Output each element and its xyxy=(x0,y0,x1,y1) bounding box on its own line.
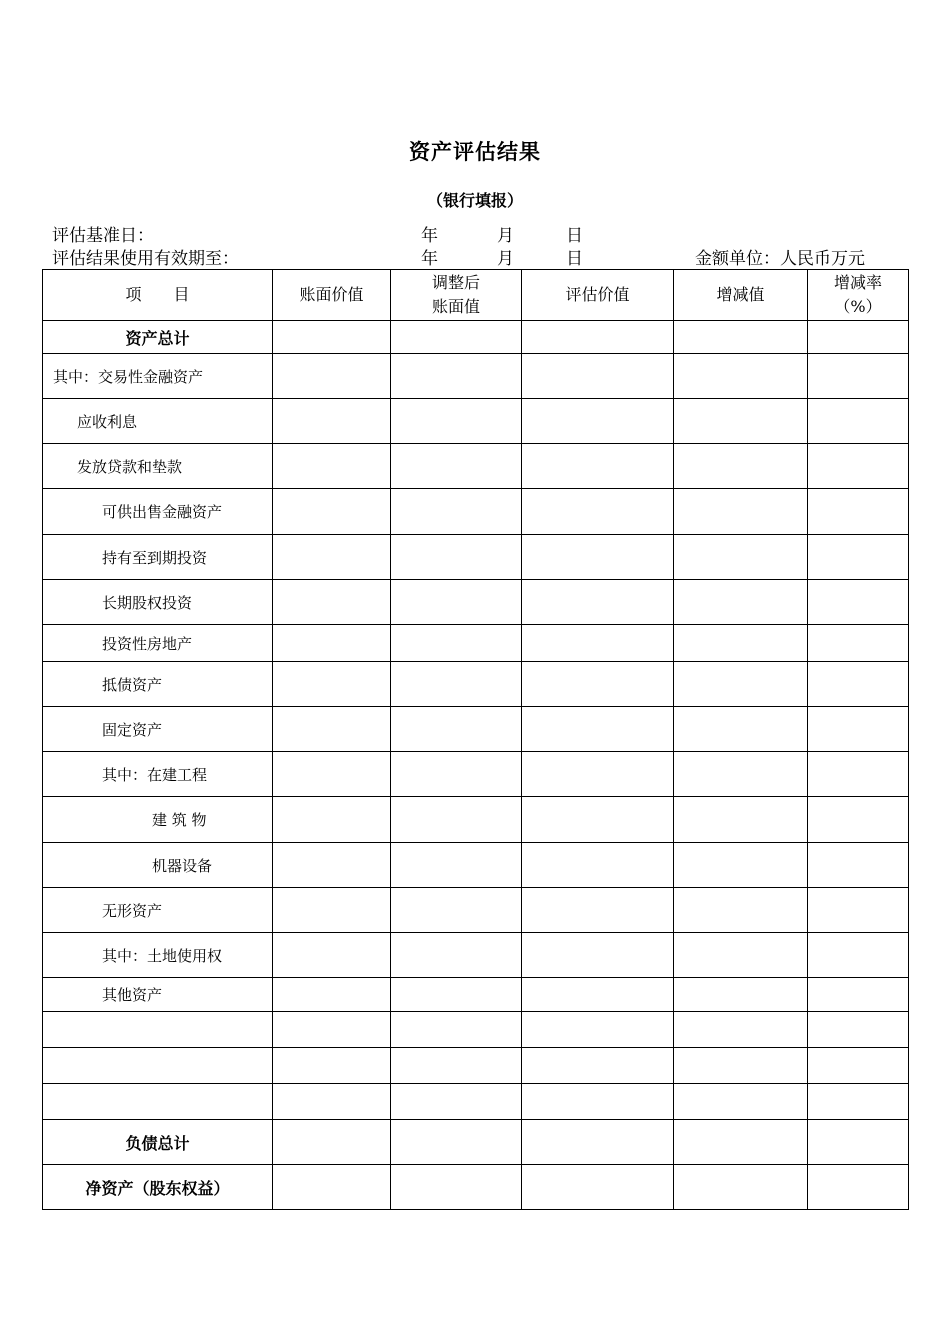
change-cell[interactable] xyxy=(674,933,808,978)
row-label: 其中：在建工程 xyxy=(43,752,273,797)
row-label: 资产总计 xyxy=(43,321,273,354)
change-cell[interactable] xyxy=(674,321,808,354)
book-value-cell[interactable] xyxy=(273,797,391,843)
table-row xyxy=(43,752,909,797)
amount-unit: 金额单位：人民币万元 xyxy=(695,249,865,269)
table-row xyxy=(43,354,909,399)
rate-cell[interactable] xyxy=(808,1084,909,1120)
adjusted-value-cell[interactable] xyxy=(391,321,522,354)
adjusted-value-cell[interactable] xyxy=(391,797,522,843)
table-row xyxy=(43,978,909,1012)
book-value-cell[interactable] xyxy=(273,662,391,707)
table-row xyxy=(43,888,909,933)
row-label: 无形资产 xyxy=(43,888,273,933)
assessed-value-cell[interactable] xyxy=(522,978,674,1012)
rate-cell[interactable] xyxy=(808,707,909,752)
assessed-value-cell[interactable] xyxy=(522,662,674,707)
book-value-cell[interactable] xyxy=(273,1165,391,1210)
row-label: 固定资产 xyxy=(43,707,273,752)
book-value-cell[interactable] xyxy=(273,625,391,662)
assessed-value-cell[interactable] xyxy=(522,1012,674,1048)
row-label: 发放贷款和垫款 xyxy=(43,444,273,489)
validity-year: 年 xyxy=(421,249,438,269)
book-value-cell[interactable] xyxy=(273,1012,391,1048)
rate-cell[interactable] xyxy=(808,321,909,354)
change-cell[interactable] xyxy=(674,580,808,625)
row-label[interactable] xyxy=(43,1084,273,1120)
book-value-cell[interactable] xyxy=(273,978,391,1012)
table-row xyxy=(43,707,909,752)
table-row xyxy=(43,1012,909,1048)
adjusted-value-cell[interactable] xyxy=(391,489,522,535)
header-book-value: 账面价值 xyxy=(273,270,391,321)
table-row xyxy=(43,535,909,580)
adjusted-value-cell[interactable] xyxy=(391,707,522,752)
row-label: 其中：交易性金融资产 xyxy=(43,354,273,399)
rate-cell[interactable] xyxy=(808,978,909,1012)
row-label: 净资产（股东权益） xyxy=(43,1165,273,1210)
rate-cell[interactable] xyxy=(808,1048,909,1084)
table-row xyxy=(43,933,909,978)
book-value-cell[interactable] xyxy=(273,354,391,399)
book-value-cell[interactable] xyxy=(273,535,391,580)
rate-cell[interactable] xyxy=(808,354,909,399)
table-row xyxy=(43,489,909,535)
row-label: 其中：土地使用权 xyxy=(43,933,273,978)
header-adjusted-line1: 调整后 xyxy=(431,273,480,292)
base-date-year: 年 xyxy=(421,226,438,246)
adjusted-value-cell[interactable] xyxy=(391,1012,522,1048)
validity-label: 评估结果使用有效期至： xyxy=(52,249,239,269)
adjusted-value-cell[interactable] xyxy=(391,888,522,933)
table-row xyxy=(43,580,909,625)
header-item: 项 目 xyxy=(43,270,273,321)
assessed-value-cell[interactable] xyxy=(522,797,674,843)
adjusted-value-cell[interactable] xyxy=(391,662,522,707)
row-label[interactable] xyxy=(43,1048,273,1084)
assessed-value-cell[interactable] xyxy=(522,933,674,978)
rate-cell[interactable] xyxy=(808,1165,909,1210)
header-change: 增减值 xyxy=(674,270,808,321)
change-cell[interactable] xyxy=(674,489,808,535)
adjusted-value-cell[interactable] xyxy=(391,1084,522,1120)
row-label[interactable] xyxy=(43,1012,273,1048)
book-value-cell[interactable] xyxy=(273,707,391,752)
change-cell[interactable] xyxy=(674,1165,808,1210)
book-value-cell[interactable] xyxy=(273,933,391,978)
rate-cell[interactable] xyxy=(808,580,909,625)
rate-cell[interactable] xyxy=(808,662,909,707)
header-rate-line1: 增减率 xyxy=(833,273,882,292)
book-value-cell[interactable] xyxy=(273,444,391,489)
table-row xyxy=(43,843,909,888)
table-row xyxy=(43,797,909,843)
rate-cell[interactable] xyxy=(808,1120,909,1165)
change-cell[interactable] xyxy=(674,1012,808,1048)
header-change-rate xyxy=(808,270,909,321)
row-label: 投资性房地产 xyxy=(43,625,273,662)
table-row xyxy=(43,321,909,354)
change-cell[interactable] xyxy=(674,625,808,662)
change-cell[interactable] xyxy=(674,1048,808,1084)
header-rate-line2: （%） xyxy=(834,297,882,316)
table-row xyxy=(43,1048,909,1084)
change-cell[interactable] xyxy=(674,444,808,489)
adjusted-value-cell[interactable] xyxy=(391,1048,522,1084)
row-label: 负债总计 xyxy=(43,1120,273,1165)
adjusted-value-cell[interactable] xyxy=(391,580,522,625)
rate-cell[interactable] xyxy=(808,797,909,843)
adjusted-value-cell[interactable] xyxy=(391,843,522,888)
adjusted-value-cell[interactable] xyxy=(391,354,522,399)
change-cell[interactable] xyxy=(674,707,808,752)
assessed-value-cell[interactable] xyxy=(522,444,674,489)
table-row xyxy=(43,444,909,489)
change-cell[interactable] xyxy=(674,843,808,888)
validity-month: 月 xyxy=(497,249,514,269)
row-label: 机器设备 xyxy=(43,843,273,888)
change-cell[interactable] xyxy=(674,354,808,399)
assessed-value-cell[interactable] xyxy=(522,321,674,354)
adjusted-value-cell[interactable] xyxy=(391,978,522,1012)
assessed-value-cell[interactable] xyxy=(522,489,674,535)
change-cell[interactable] xyxy=(674,662,808,707)
adjusted-value-cell[interactable] xyxy=(391,399,522,444)
header-row xyxy=(43,270,909,321)
table-row xyxy=(43,625,909,662)
adjusted-value-cell[interactable] xyxy=(391,625,522,662)
change-cell[interactable] xyxy=(674,535,808,580)
row-label: 持有至到期投资 xyxy=(43,535,273,580)
assessed-value-cell[interactable] xyxy=(522,354,674,399)
change-cell[interactable] xyxy=(674,752,808,797)
assessed-value-cell[interactable] xyxy=(522,1120,674,1165)
row-label: 应收利息 xyxy=(43,399,273,444)
page-title: 资产评估结果 xyxy=(409,140,541,164)
rate-cell[interactable] xyxy=(808,444,909,489)
book-value-cell[interactable] xyxy=(273,489,391,535)
assessed-value-cell[interactable] xyxy=(522,399,674,444)
assessed-value-cell[interactable] xyxy=(522,752,674,797)
adjusted-value-cell[interactable] xyxy=(391,535,522,580)
table-row xyxy=(43,1084,909,1120)
adjusted-value-cell[interactable] xyxy=(391,1165,522,1210)
change-cell[interactable] xyxy=(674,888,808,933)
row-label: 可供出售金融资产 xyxy=(43,489,273,535)
assessed-value-cell[interactable] xyxy=(522,535,674,580)
assessed-value-cell[interactable] xyxy=(522,625,674,662)
table-row xyxy=(43,662,909,707)
validity-day: 日 xyxy=(566,249,583,269)
book-value-cell[interactable] xyxy=(273,580,391,625)
book-value-cell[interactable] xyxy=(273,888,391,933)
book-value-cell[interactable] xyxy=(273,1048,391,1084)
base-date-day: 日 xyxy=(566,226,583,246)
book-value-cell[interactable] xyxy=(273,399,391,444)
book-value-cell[interactable] xyxy=(273,1084,391,1120)
row-label: 建 筑 物 xyxy=(43,797,273,843)
rate-cell[interactable] xyxy=(808,843,909,888)
rate-cell[interactable] xyxy=(808,1012,909,1048)
base-date-month: 月 xyxy=(497,226,514,246)
assessed-value-cell[interactable] xyxy=(522,580,674,625)
adjusted-value-cell[interactable] xyxy=(391,752,522,797)
change-cell[interactable] xyxy=(674,1084,808,1120)
assessed-value-cell[interactable] xyxy=(522,1048,674,1084)
adjusted-value-cell[interactable] xyxy=(391,1120,522,1165)
change-cell[interactable] xyxy=(674,399,808,444)
base-date-label: 评估基准日： xyxy=(52,226,154,246)
book-value-cell[interactable] xyxy=(273,321,391,354)
change-cell[interactable] xyxy=(674,1120,808,1165)
assessment-table xyxy=(42,269,909,1210)
rate-cell[interactable] xyxy=(808,933,909,978)
book-value-cell[interactable] xyxy=(273,752,391,797)
table-row xyxy=(43,1120,909,1165)
book-value-cell[interactable] xyxy=(273,1120,391,1165)
rate-cell[interactable] xyxy=(808,752,909,797)
change-cell[interactable] xyxy=(674,978,808,1012)
header-assessed-value: 评估价值 xyxy=(522,270,674,321)
table-row xyxy=(43,1165,909,1210)
header-adjusted-book-value xyxy=(391,270,522,321)
change-cell[interactable] xyxy=(674,797,808,843)
table-row xyxy=(43,399,909,444)
adjusted-value-cell[interactable] xyxy=(391,933,522,978)
book-value-cell[interactable] xyxy=(273,843,391,888)
page-subtitle: （银行填报） xyxy=(426,191,523,210)
assessed-value-cell[interactable] xyxy=(522,1084,674,1120)
rate-cell[interactable] xyxy=(808,535,909,580)
assessed-value-cell[interactable] xyxy=(522,843,674,888)
assessed-value-cell[interactable] xyxy=(522,888,674,933)
rate-cell[interactable] xyxy=(808,888,909,933)
rate-cell[interactable] xyxy=(808,489,909,535)
header-adjusted-line2: 账面值 xyxy=(431,297,480,316)
rate-cell[interactable] xyxy=(808,399,909,444)
rate-cell[interactable] xyxy=(808,625,909,662)
assessed-value-cell[interactable] xyxy=(522,1165,674,1210)
row-label: 长期股权投资 xyxy=(43,580,273,625)
row-label: 其他资产 xyxy=(43,978,273,1012)
row-label: 抵债资产 xyxy=(43,662,273,707)
adjusted-value-cell[interactable] xyxy=(391,444,522,489)
assessed-value-cell[interactable] xyxy=(522,707,674,752)
